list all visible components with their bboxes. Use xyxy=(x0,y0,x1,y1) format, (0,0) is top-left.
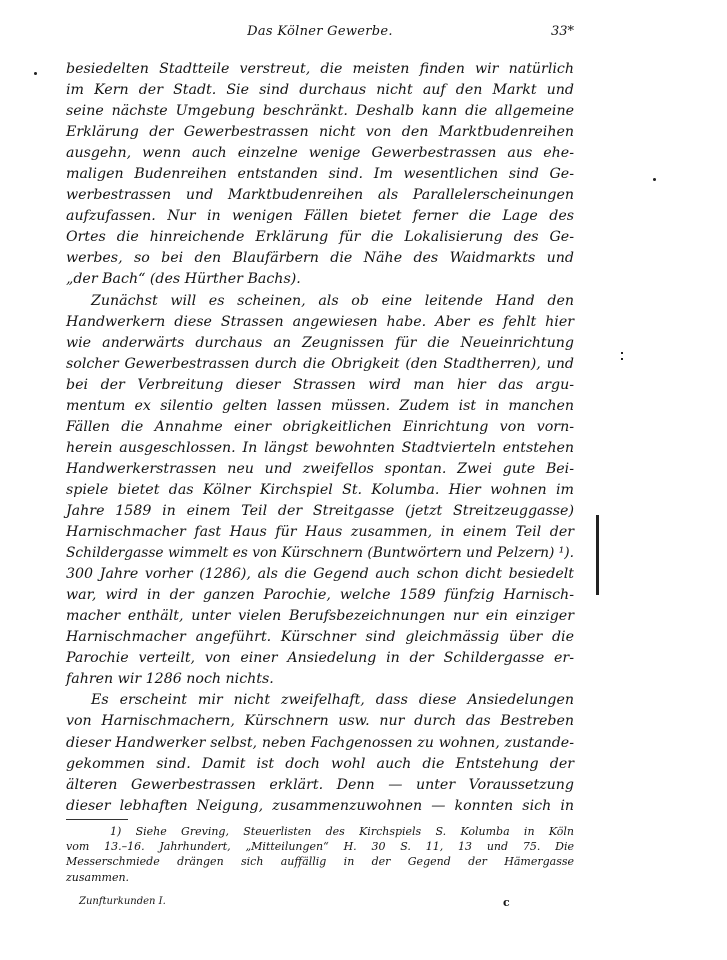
footnote-line: Messerschmiede drängen sich auffällig in der Gegend der Hämergasse xyxy=(66,855,574,869)
footnote-line: zusammen. xyxy=(66,870,130,884)
signature-line: Zunfturkunden I. xyxy=(79,896,166,907)
text-line: von Harnischmachern, Kürschnern usw. nur durch das Bestreben xyxy=(66,713,574,730)
signature-mark: c xyxy=(503,896,510,909)
text-line: wie anderwärts durchaus an Zeugnissen für die Neueinrichtung xyxy=(66,334,574,351)
text-line: fahren wir 1286 noch nichts. xyxy=(66,671,274,688)
text-line: gekommen sind. Damit ist doch wohl auch die Entstehung der xyxy=(66,755,574,772)
text-line: besiedelten Stadtteile verstreut, die meisten finden wir natürlich xyxy=(66,61,574,77)
text-line: aufzufassen. Nur in wenigen Fällen bietet ferner die Lage des xyxy=(66,208,574,225)
text-line: dieser lebhaften Neigung, zusammenzuwohnen — konnten sich in xyxy=(66,797,574,814)
text-line: Ortes die hinreichende Erklärung für die Lokalisierung des Ge- xyxy=(66,229,574,246)
text-line: 300 Jahre vorher (1286), als die Gegend auch schon dicht besiedelt xyxy=(66,566,574,583)
text-line: Erklärung der Gewerbestrassen nicht von den Marktbudenreihen xyxy=(66,124,574,141)
margin-mark xyxy=(621,352,623,354)
text-line: dieser Handwerker selbst, neben Fachgenossen zu wohnen, zustande- xyxy=(66,734,574,751)
text-line: war, wird in der ganzen Parochie, welche 1589 fünfzig Harnisch- xyxy=(66,587,574,604)
footnotes xyxy=(66,824,574,885)
text-line: älteren Gewerbestrassen erklärt. Denn — unter Voraussetzung xyxy=(66,776,574,793)
text-line: herein ausgeschlossen. In längst bewohnten Stadtvierteln entstehen xyxy=(66,439,574,456)
text-line: solcher Gewerbestrassen durch die Obrigkeit (den Stadtherren), und xyxy=(66,355,574,372)
text-line: seine nächste Umgebung beschränkt. Deshalb kann die allgemeine xyxy=(66,103,574,120)
text-line: werbestrassen und Marktbudenreihen als Parallelerscheinungen xyxy=(66,187,574,204)
text-line: spiele bietet das Kölner Kirchspiel St. Kolumba. Hier wohnen im xyxy=(66,481,574,498)
text-line: Es erscheint mir nicht zweifelhaft, dass diese Ansiedelungen xyxy=(91,692,574,709)
running-title: Das Kölner Gewerbe. xyxy=(247,24,393,39)
text-line: im Kern der Stadt. Sie sind durchaus nicht auf den Markt und xyxy=(66,82,574,99)
footnote-line: 1) Siehe Greving, Steuerlisten des Kirchspiels S. Kolumba in Köln xyxy=(110,825,574,838)
page-header xyxy=(66,24,574,46)
footnote-line: vom 13.–16. Jahrhundert, „Mitteilungen“ H. 30 S. 11, 13 und 75. Die xyxy=(66,840,574,854)
text-line: Handwerkern diese Strassen angewiesen habe. Aber es fehlt hier xyxy=(66,313,574,330)
footnote-divider xyxy=(66,819,128,820)
text-line: Jahre 1589 in einem Teil der Streitgasse (jetzt Streitzeuggasse) xyxy=(66,502,574,519)
text-line: Handwerkerstrassen neu und zweifellos spontan. Zwei gute Bei- xyxy=(66,460,574,477)
text-line: Harnischmacher angeführt. Kürschner sind gleichmässig über die xyxy=(66,629,574,646)
margin-dot xyxy=(34,72,37,75)
margin-bar xyxy=(596,515,599,595)
text-line: macher enthält, unter vielen Berufsbezeichnungen nur ein einziger xyxy=(66,608,574,625)
text-line: mentum ex silentio gelten lassen müssen. Zudem ist in manchen xyxy=(66,397,574,414)
text-line: Fällen die Annahme einer obrigkeitlichen Einrichtung von vorn- xyxy=(66,418,574,435)
text-line: „der Bach“ (des Hürther Bachs). xyxy=(66,271,301,288)
text-line: werbes, so bei den Blaufärbern die Nähe des Waidmarkts und xyxy=(66,250,574,267)
text-line: Harnischmacher fast Haus für Haus zusammen, in einem Teil der xyxy=(66,524,574,541)
text-line: Parochie verteilt, von einer Ansiedelung in der Schildergasse er- xyxy=(66,650,574,667)
text-line: bei der Verbreitung dieser Strassen wird man hier das argu- xyxy=(66,376,574,393)
text-line: ausgehn, wenn auch einzelne wenige Gewerbestrassen aus ehe- xyxy=(66,145,574,162)
body-text xyxy=(66,59,574,817)
text-line: maligen Budenreihen entstanden sind. Im wesentlichen sind Ge- xyxy=(66,166,574,183)
text-line: Schildergasse wimmelt es von Kürschnern (Buntwörtern und Pelzern) ¹). xyxy=(66,545,575,562)
text-line: Zunächst will es scheinen, als ob eine leitende Hand den xyxy=(91,292,574,309)
page-number: 33* xyxy=(550,24,574,39)
margin-mark xyxy=(621,358,623,360)
margin-dot xyxy=(653,178,656,181)
